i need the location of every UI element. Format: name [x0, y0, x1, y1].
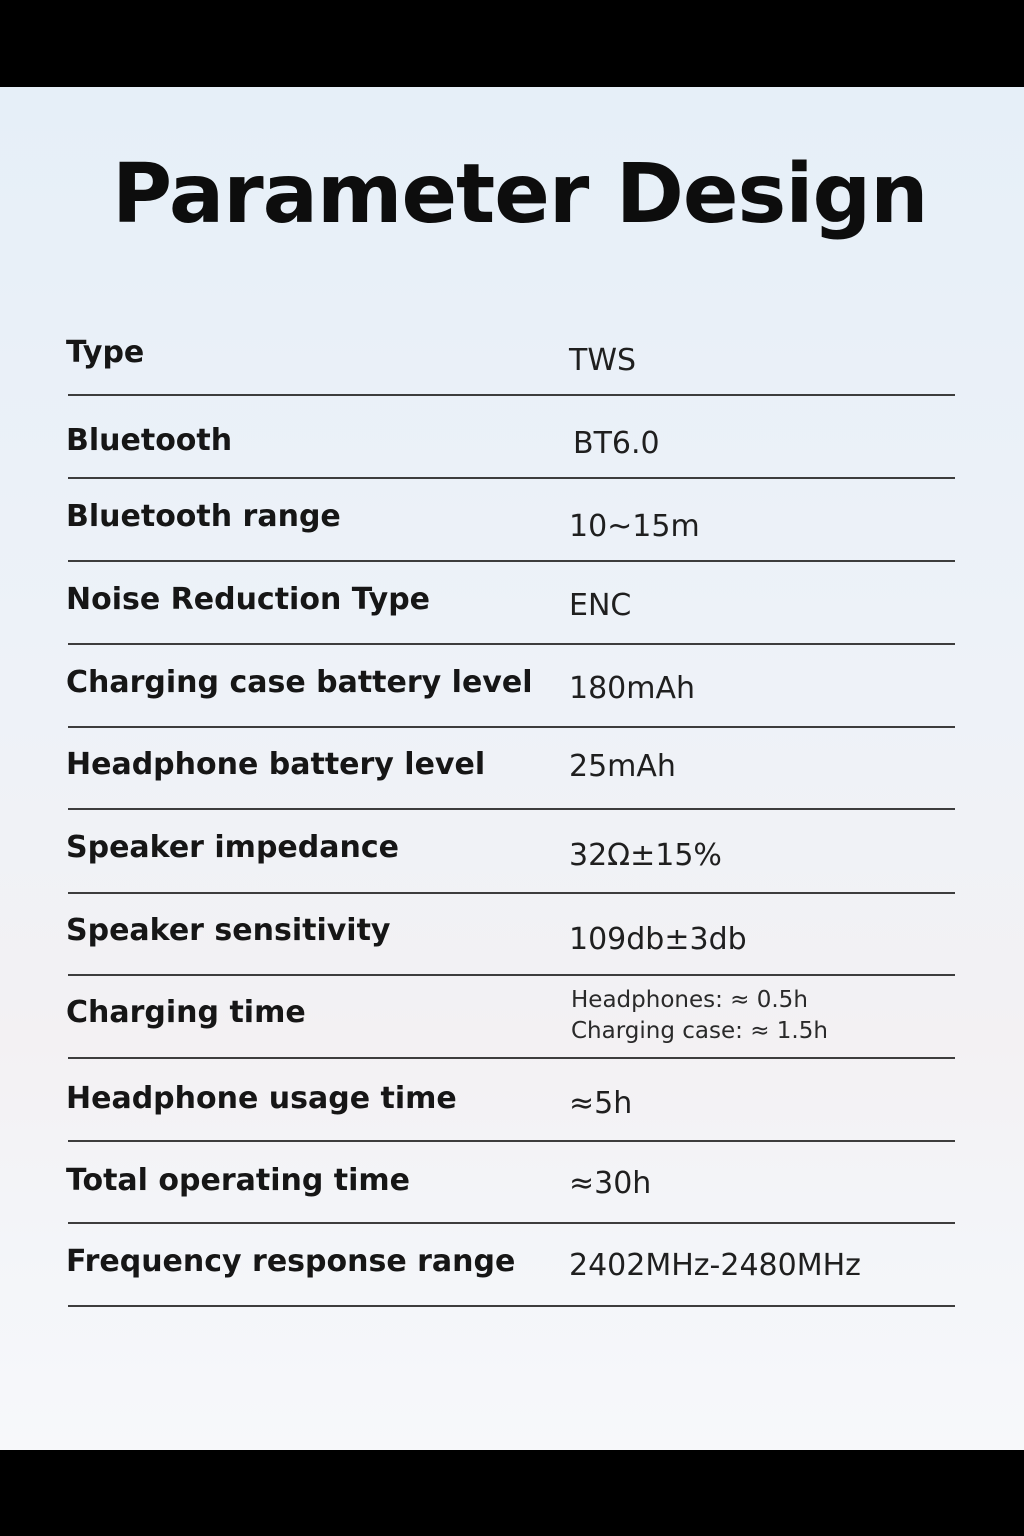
spec-value-frequency-response: 2402MHz-2480MHz [569, 1248, 861, 1283]
page-title: Parameter Design [112, 147, 928, 242]
spec-value-speaker-impedance: 32Ω±15% [569, 838, 722, 873]
charging-time-headphones: Headphones: ≈ 0.5h [571, 987, 808, 1013]
spec-table [0, 87, 1024, 1450]
spec-label-headphone-battery: Headphone battery level [66, 747, 486, 782]
spec-value-headphone-usage-time: ≈5h [569, 1086, 633, 1121]
charging-time-case: Charging case: ≈ 1.5h [571, 1018, 828, 1044]
spec-label-frequency-response: Frequency response range [66, 1244, 516, 1279]
spec-label-charging-time: Charging time [66, 995, 306, 1030]
row-divider [68, 1057, 955, 1059]
row-divider [68, 643, 955, 645]
spec-label-noise-reduction-type: Noise Reduction Type [66, 582, 431, 617]
row-divider [68, 808, 955, 810]
spec-value-noise-reduction-type: ENC [569, 588, 632, 623]
spec-label-type: Type [66, 335, 145, 370]
spec-value-total-operating-time: ≈30h [569, 1166, 652, 1201]
spec-value-headphone-battery: 25mAh [569, 749, 676, 784]
spec-label-charging-case-battery: Charging case battery level [66, 665, 533, 700]
row-divider [68, 1140, 955, 1142]
spec-label-bluetooth: Bluetooth [66, 423, 233, 458]
row-divider [68, 477, 955, 479]
spec-value-charging-time [571, 985, 828, 1047]
spec-value-bluetooth: BT6.0 [573, 426, 660, 461]
row-divider [68, 394, 955, 396]
spec-value-speaker-sensitivity: 109db±3db [569, 922, 747, 957]
spec-label-speaker-sensitivity: Speaker sensitivity [66, 913, 391, 948]
spec-label-total-operating-time: Total operating time [66, 1163, 411, 1198]
spec-label-headphone-usage-time: Headphone usage time [66, 1081, 457, 1116]
spec-value-type: TWS [569, 343, 637, 378]
row-divider [68, 892, 955, 894]
row-divider [68, 974, 955, 976]
spec-label-speaker-impedance: Speaker impedance [66, 830, 399, 865]
spec-sheet-panel [0, 87, 1024, 1450]
spec-value-charging-case-battery: 180mAh [569, 671, 696, 706]
spec-value-bluetooth-range: 10~15m [569, 509, 700, 544]
row-divider [68, 1305, 955, 1307]
row-divider [68, 560, 955, 562]
spec-label-bluetooth-range: Bluetooth range [66, 499, 341, 534]
row-divider [68, 726, 955, 728]
row-divider [68, 1222, 955, 1224]
